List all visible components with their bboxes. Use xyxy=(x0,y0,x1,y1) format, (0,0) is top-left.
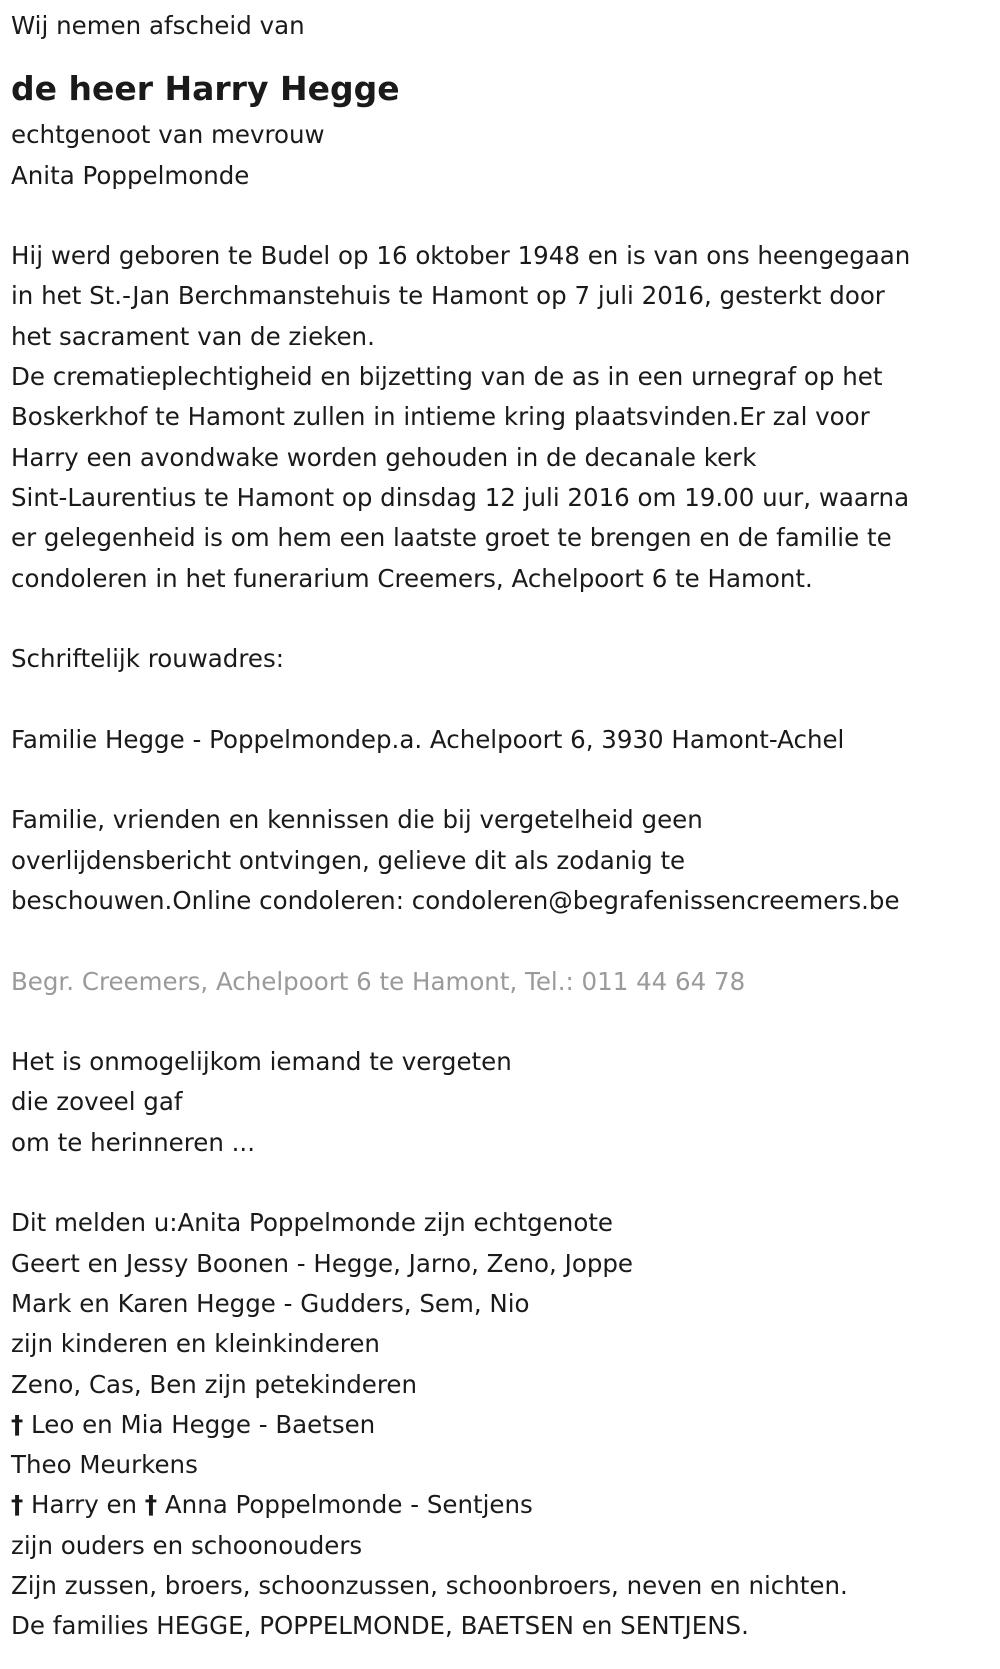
spacer xyxy=(11,760,1000,800)
bio-line: De crematieplechtigheid en bijzetting van de as in een urnegraf op het xyxy=(11,362,883,392)
notice-line: overlijdensbericht ontvingen, gelieve dit als zodanig te xyxy=(11,845,686,875)
family-line: Theo Meurkens xyxy=(11,1450,198,1480)
address-heading: Schriftelijk rouwadres: xyxy=(11,644,284,674)
poem-line: om te herinneren ... xyxy=(11,1127,256,1157)
poem xyxy=(11,1042,1000,1163)
notice-line-last xyxy=(11,881,1000,921)
notice xyxy=(11,800,1000,921)
bio-line: het sacrament van de zieken. xyxy=(11,321,375,351)
biography xyxy=(11,236,1000,599)
spouse-line-2: Anita Poppelmonde xyxy=(11,160,250,190)
notice-prefix: beschouwen.Online condoleren: xyxy=(11,885,412,915)
poem-line: die zoveel gaf xyxy=(11,1087,183,1117)
family-text: Anna Poppelmonde - Sentjens xyxy=(157,1490,533,1520)
bio-line: Hij werd geboren te Budel op 16 oktober 1948 en is van ons heengegaan xyxy=(11,241,911,271)
bio-line: Sint-Laurentius te Hamont op dinsdag 12 juli 2016 om 19.00 uur, waarna xyxy=(11,482,910,512)
spacer xyxy=(11,1002,1000,1042)
spacer xyxy=(11,1163,1000,1203)
family-line: De families HEGGE, POPPELMONDE, BAETSEN en SENTJENS. xyxy=(11,1611,749,1641)
bio-line: Boskerkhof te Hamont zullen in intieme kring plaatsvinden.Er zal voor xyxy=(11,402,870,432)
spacer xyxy=(11,599,1000,639)
family-line: Zeno, Cas, Ben zijn petekinderen xyxy=(11,1369,417,1399)
family-line xyxy=(11,1405,1000,1445)
funeral-home-info: Begr. Creemers, Achelpoort 6 te Hamont, Tel.: 011 44 64 78 xyxy=(11,966,746,996)
family-text: Leo en Mia Hegge - Baetsen xyxy=(23,1409,376,1439)
spacer xyxy=(11,921,1000,961)
family-line: Geert en Jessy Boonen - Hegge, Jarno, Zeno, Joppe xyxy=(11,1248,633,1278)
deceased-name: de heer Harry Hegge xyxy=(11,69,400,109)
bio-line: in het St.-Jan Berchmanstehuis te Hamont op 7 juli 2016, gesterkt door xyxy=(11,281,885,311)
spacer xyxy=(11,679,1000,719)
bio-line: Harry een avondwake worden gehouden in de decanale kerk xyxy=(11,442,757,472)
family-line xyxy=(11,1485,1000,1525)
condolence-email-link[interactable]: condoleren@begrafenissencreemers.be xyxy=(411,885,900,915)
bio-line: condoleren in het funerarium Creemers, Achelpoort 6 te Hamont. xyxy=(11,563,813,593)
intro-text: Wij nemen afscheid van xyxy=(11,11,305,40)
cross-icon: † xyxy=(11,1490,24,1520)
family-line: Dit melden u:Anita Poppelmonde zijn echtgenote xyxy=(11,1208,613,1238)
family-line: zijn ouders en schoonouders xyxy=(11,1530,363,1560)
family-text: Harry en xyxy=(23,1490,145,1520)
spacer xyxy=(11,196,1000,236)
notice-line: Familie, vrienden en kennissen die bij vergetelheid geen xyxy=(11,805,703,835)
family-line: Mark en Karen Hegge - Gudders, Sem, Nio xyxy=(11,1288,530,1318)
family-line: zijn kinderen en kleinkinderen xyxy=(11,1329,380,1359)
poem-line: Het is onmogelijkom iemand te vergeten xyxy=(11,1047,512,1077)
mourning-address: Familie Hegge - Poppelmondep.a. Achelpoort 6, 3930 Hamont-Achel xyxy=(11,724,845,754)
bio-line: er gelegenheid is om hem een laatste groet te brengen en de familie te xyxy=(11,523,892,553)
cross-icon: † xyxy=(144,1490,158,1520)
family-line: Zijn zussen, broers, schoonzussen, schoonbroers, neven en nichten. xyxy=(11,1570,848,1600)
spouse-line-1: echtgenoot van mevrouw xyxy=(11,120,325,150)
family-list xyxy=(11,1203,1000,1646)
cross-icon: † xyxy=(11,1409,24,1439)
